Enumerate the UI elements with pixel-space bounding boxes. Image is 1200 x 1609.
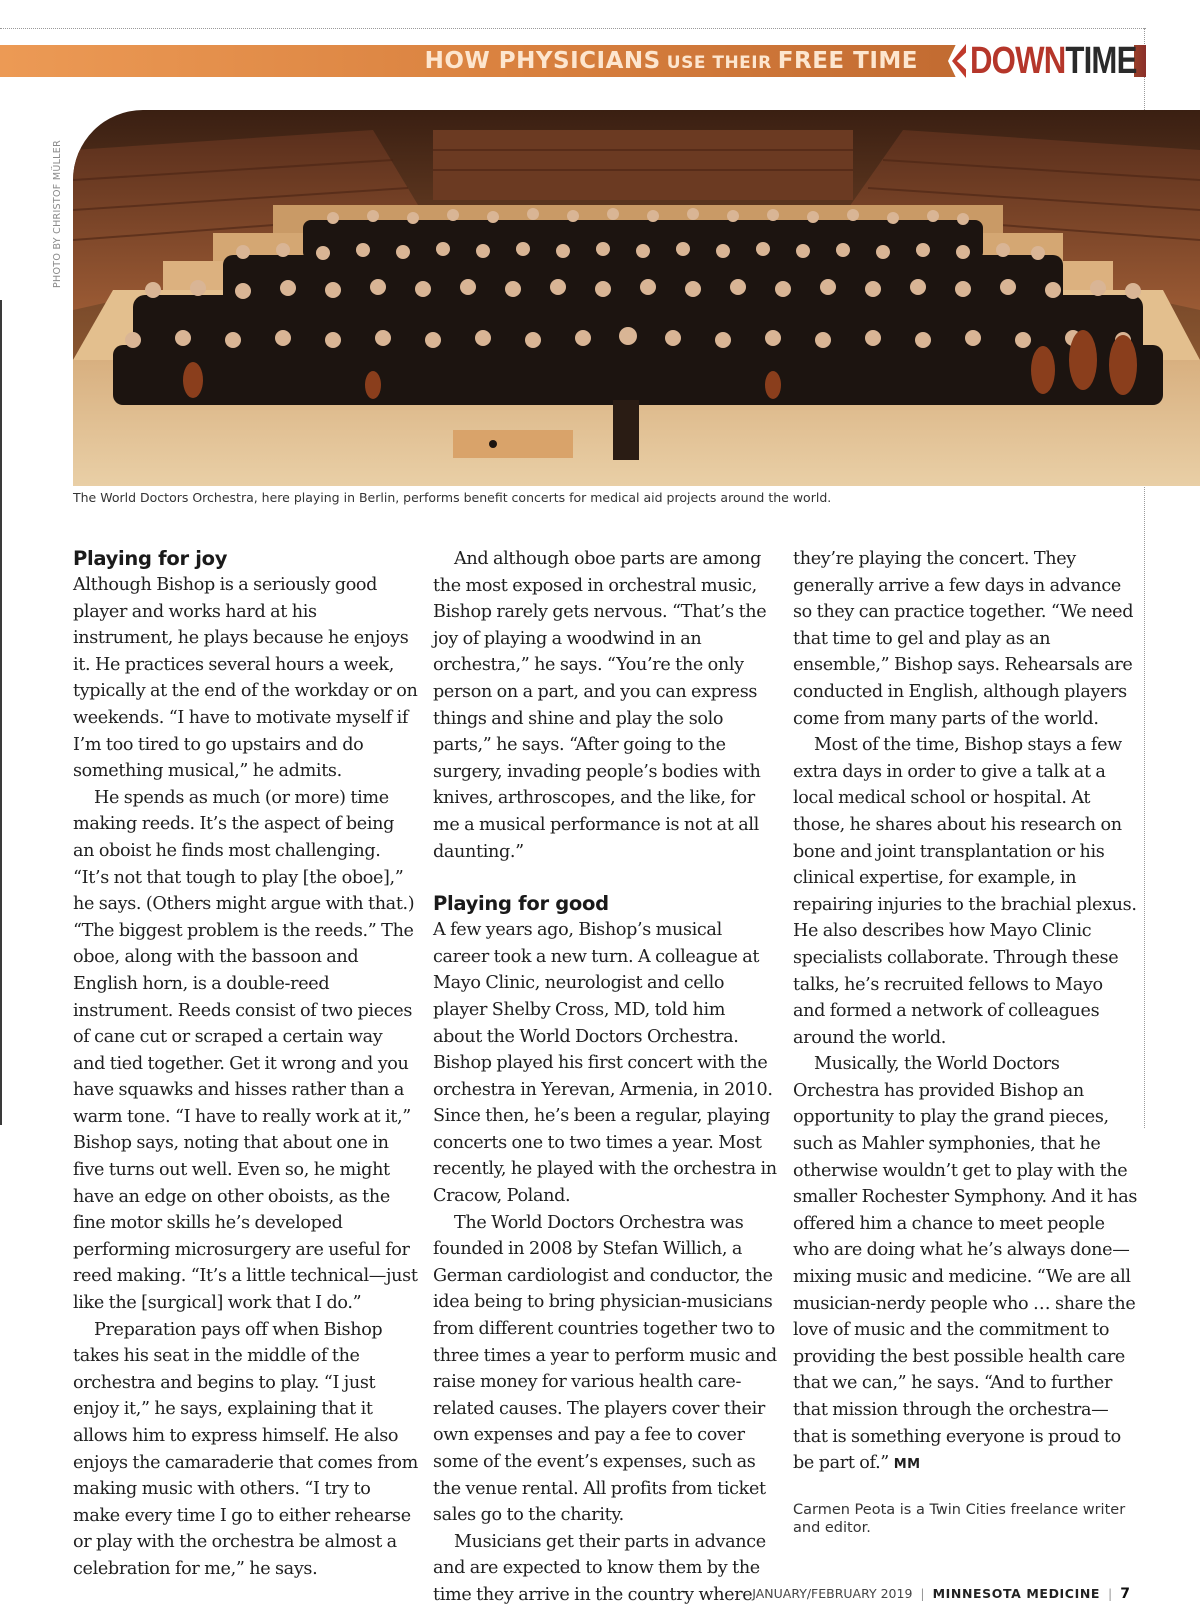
paragraph: And although oboe parts are among the most exposed in orchestral music, Bishop rarely gets nervous. “That’s the joy of playing a woodwind in an orchestra,” he says. “You’re the only person on a part, and you can express things and shine and play the solo parts,” he says. “After going to the surgery, invading people’s bodies with knives, arthroscopes, and the like, for me a musical performance is not at all daunting.” — [433, 549, 767, 862]
article-column-3 — [793, 546, 1138, 1537]
signoff-mark: MM — [893, 1457, 921, 1473]
section-kicker — [425, 46, 918, 78]
photo-caption: The World Doctors Orchestra, here playing in Berlin, performs benefit concerts for medical aid projects around the world. — [73, 490, 832, 505]
orchestra-photo — [73, 110, 1200, 486]
photo-credit: PHOTO BY CHRISTOF MÜLLER — [52, 140, 63, 288]
kicker-part3: FREE TIME — [777, 48, 918, 74]
kicker-part1: HOW PHYSICIANS — [424, 48, 661, 74]
page-footer — [752, 1584, 1130, 1604]
heading-playing-for-good: Playing for good — [433, 892, 609, 916]
paragraph: they’re playing the concert. They generally arrive a few days in advance so they can practice together. “We need that time to gel and play as an ensemble,” Bishop says. Rehearsals are conducted in English, although players come from many parts of the world. — [793, 549, 1134, 729]
footer-separator: | — [920, 1586, 925, 1601]
section-title-part1: DOWN — [970, 40, 1066, 82]
page-number: 7 — [1120, 1586, 1130, 1602]
article-column-1 — [73, 546, 418, 1583]
magazine-name: MINNESOTA MEDICINE — [932, 1586, 1101, 1601]
paragraph: He spends as much (or more) time making reeds. It’s the aspect of being an oboist he finds most challenging. “It’s not that tough to play [the oboe],” he says. (Others might argue with that.) “The biggest problem is the reeds.” The oboe, along with the bassoon and English horn, is a double-reed instrument. Reeds consist of two pieces of cane cut or scraped a certain way and tied together. Get it wrong and you have squawks and hisses rather than a warm tone. “I have to really work at it,” Bishop says, noting that about one in five turns out well. Even so, he might have an edge on other oboists, as the fine motor skills he’s developed performing microsurgery are useful for reed making. “It’s a little technical—just like the [surgical] work that I do.” — [73, 787, 418, 1314]
paragraph: The World Doctors Orchestra was founded in 2008 by Stefan Willich, a German cardiologist and conductor, the idea being to bring physician-musicians from different countries together two to three times a year to perform music and raise money for various health care-related causes. The players cover their own expenses and pay a fee to cover some of the event’s expenses, such as the venue rental. All profits from ticket sales go to the charity. — [433, 1212, 777, 1526]
paragraph: Preparation pays off when Bishop takes his seat in the middle of the orchestra and begins to play. “I just enjoy it,” he says, explaining that it allows him to express himself. He also enjoys the camaraderie that comes from making music with others. “I try to make every time I go to either rehearse or play with the orchestra be almost a celebration for me,” he says. — [73, 1319, 419, 1579]
orchestra-photo-illustration — [73, 110, 1200, 486]
section-title-part2: TIME — [1065, 40, 1137, 82]
paragraph: Musicians get their parts in advance and are expected to know them by the time they arrive in the country where — [433, 1531, 766, 1605]
top-dotted-rule — [0, 28, 1146, 29]
paragraph-final — [793, 1051, 1138, 1479]
paragraph-final-text: Musically, the World Doctors Orchestra has provided Bishop an opportunity to play the grand pieces, such as Mahler symphonies, that he otherwise wouldn’t get to play with the smaller Rochester Symphony. And it has offered him a chance to meet people who are doing what he’s always done—mixing music and medicine. “We are all musician-nerdy people who … share the love of music and the commitment to providing the best possible health care that we can,” he says. “And to further that mission through the orchestra—that is something everyone is proud to be part of.” — [793, 1054, 1138, 1474]
issue-date: JANUARY/FEBRUARY 2019 — [752, 1586, 913, 1601]
paragraph: Most of the time, Bishop stays a few extra days in order to give a talk at a local medical school or hospital. At those, he shares about his research on bone and joint transplantation or his clinical expertise, for example, in repairing injuries to the brachial plexus. He also describes how Mayo Clinic specialists collaborate. Through these talks, he’s recruited fellows to Mayo and formed a network of colleagues around the world. — [793, 735, 1137, 1048]
footer-separator: | — [1108, 1586, 1113, 1601]
author-bio: Carmen Peota is a Twin Cities freelance writer and editor. — [793, 1501, 1126, 1536]
paragraph: Although Bishop is a seriously good player and works hard at his instrument, he plays because he enjoys it. He practices several hours a week, typically at the end of the workday or on weekends. “I have to motivate myself if I’m too tired to go upstairs and do something musical,” he admits. — [73, 575, 418, 782]
kicker-part2: USE THEIR — [666, 53, 772, 73]
paragraph: A few years ago, Bishop’s musical career took a new turn. A colleague at Mayo Clinic, neurologist and cello player Shelby Cross, MD, told him about the World Doctors Orchestra. Bishop played his first concert with the orchestra in Yerevan, Armenia, in 2010. Since then, he’s been a regular, playing concerts one to two times a year. Most recently, he played with the orchestra in Cracow, Poland. — [433, 920, 777, 1207]
article-column-2 — [433, 546, 778, 1609]
left-edge-bar — [0, 300, 2, 1125]
section-title — [970, 41, 1137, 81]
heading-playing-for-joy: Playing for joy — [73, 547, 228, 570]
